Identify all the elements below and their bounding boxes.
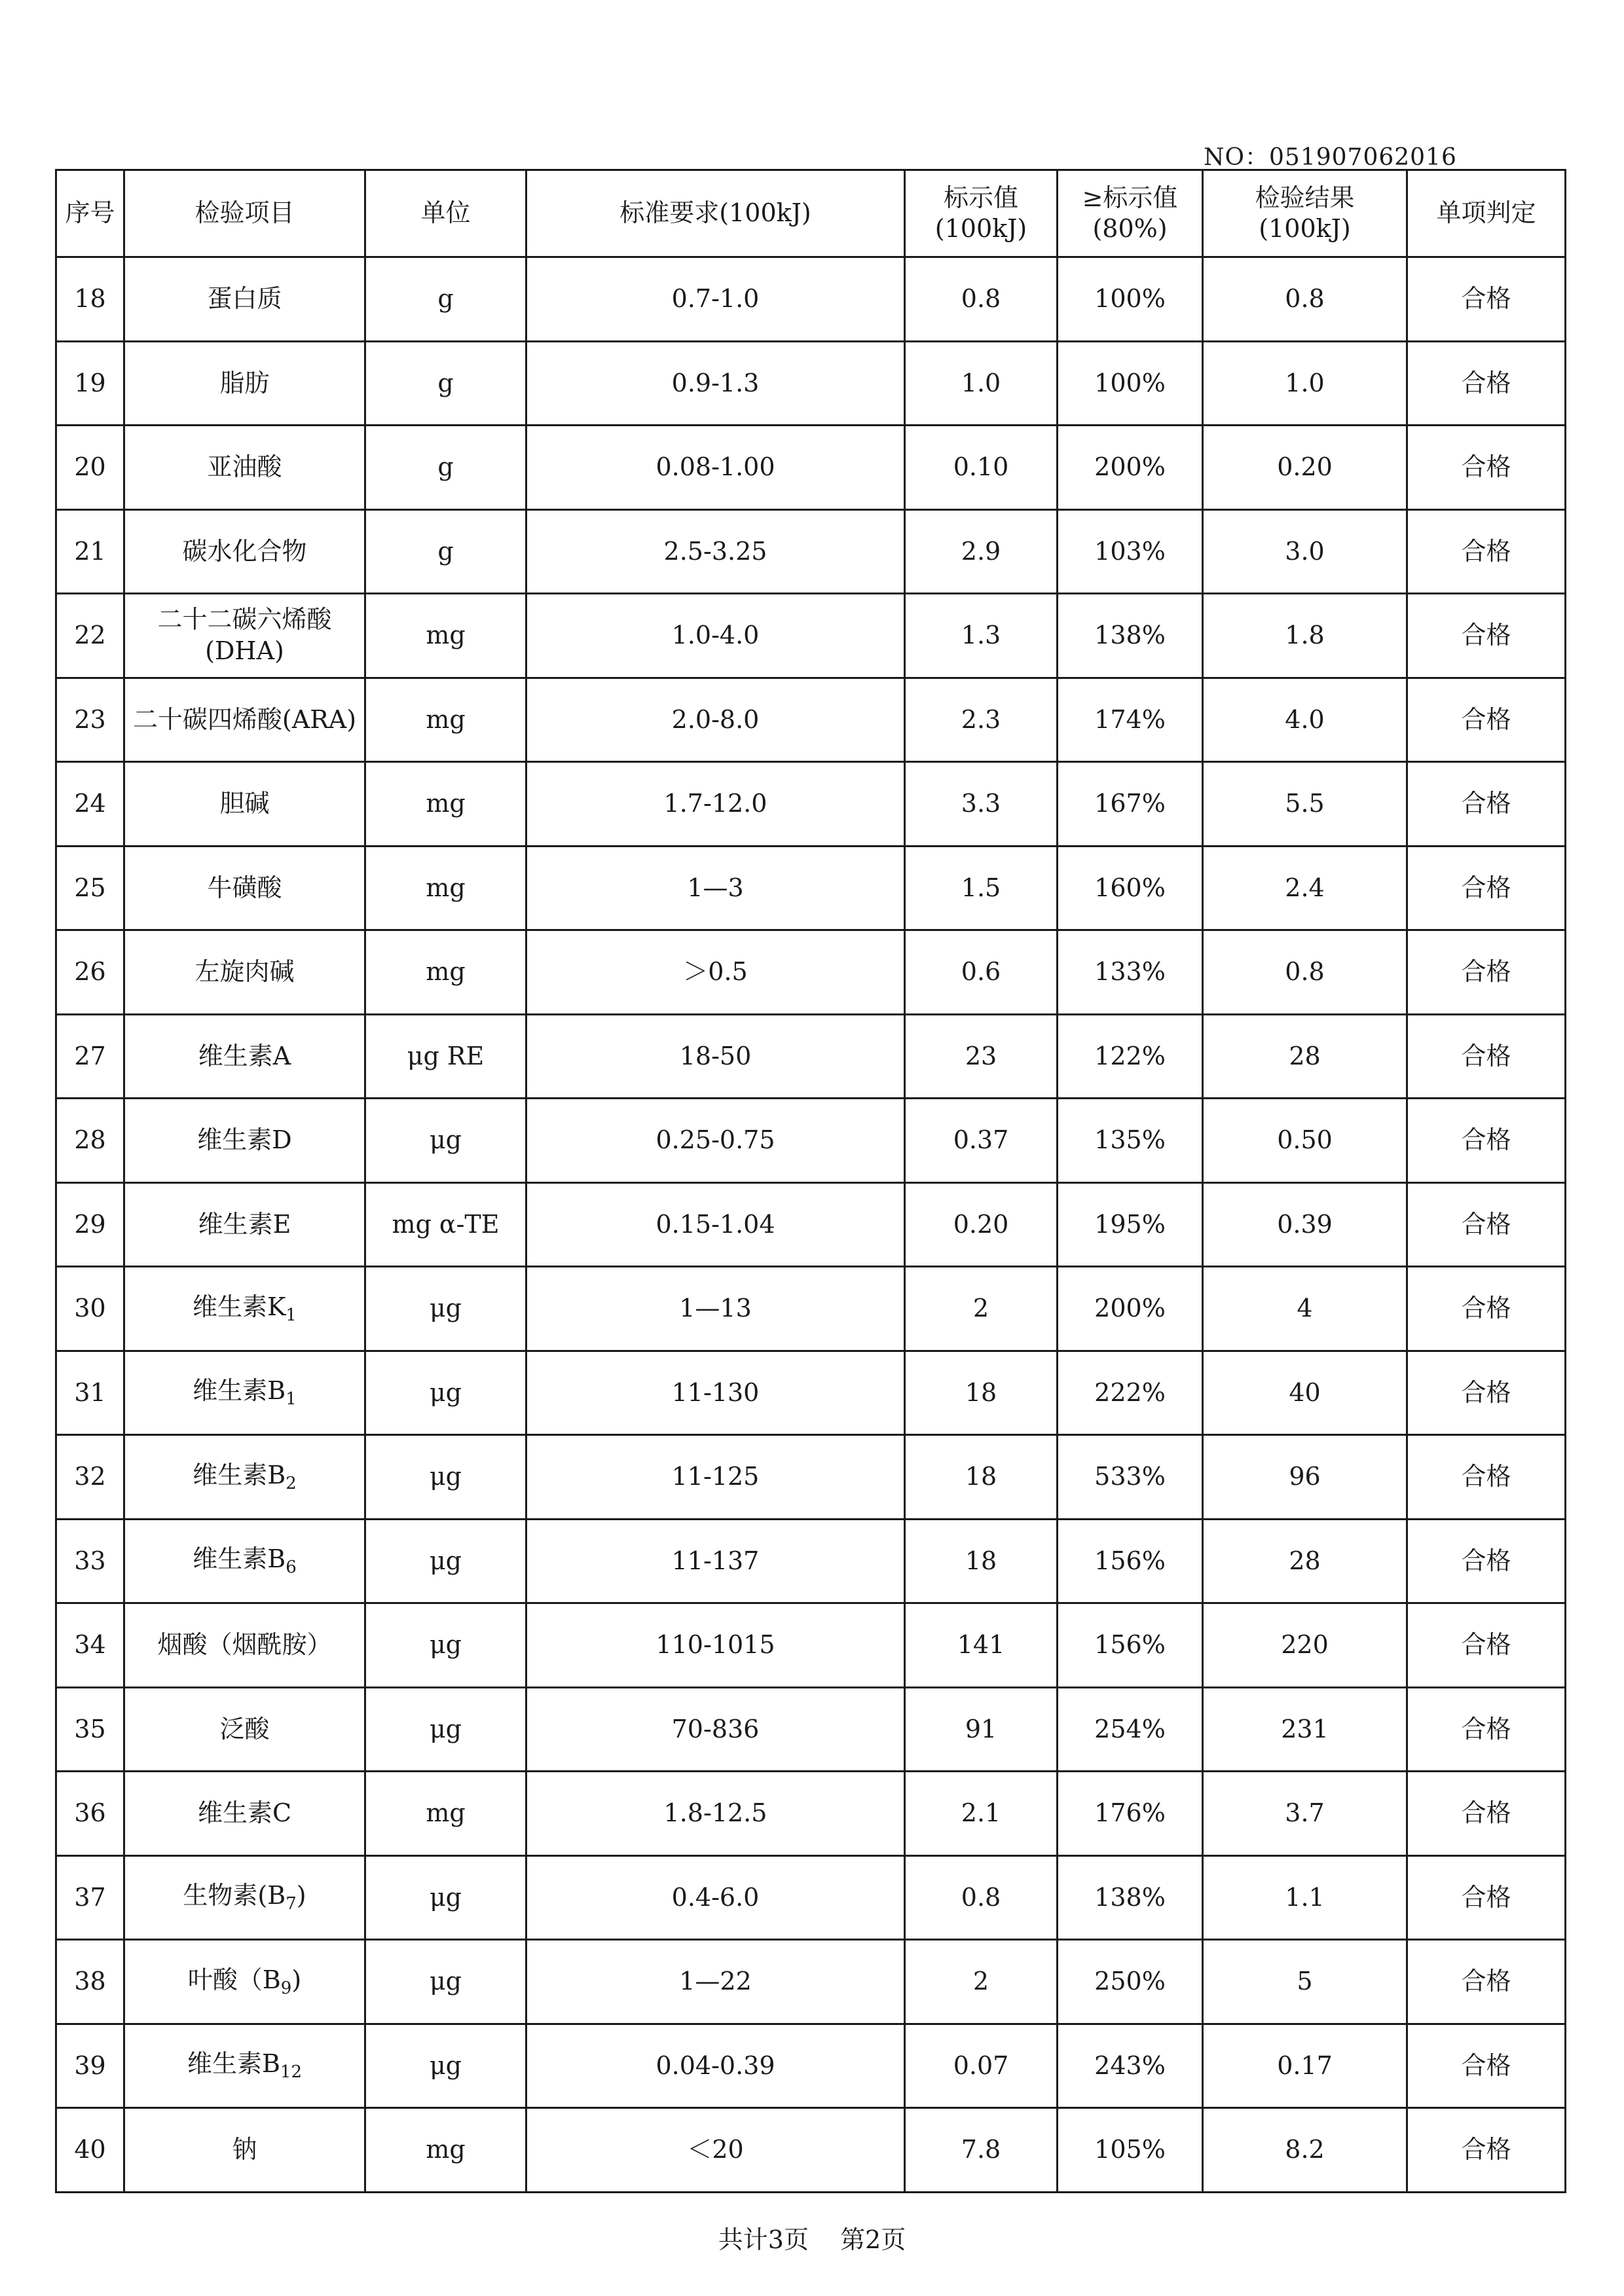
cell-seq: 22 bbox=[56, 594, 124, 678]
cell-item bbox=[124, 846, 365, 930]
cell-percent: 100% bbox=[1058, 257, 1203, 342]
cell-percent: 122% bbox=[1058, 1014, 1203, 1099]
cell-unit: mg bbox=[365, 2108, 526, 2193]
table-row bbox=[56, 930, 1566, 1015]
cell-percent: 156% bbox=[1058, 1519, 1203, 1603]
table-row bbox=[56, 846, 1566, 930]
cell-label-value: 91 bbox=[905, 1687, 1058, 1772]
header-percent bbox=[1058, 170, 1203, 257]
cell-item bbox=[124, 1603, 365, 1688]
cell-seq: 27 bbox=[56, 1014, 124, 1099]
cell-standard: 1.0-4.0 bbox=[526, 594, 905, 678]
item-name: 维生素D bbox=[197, 1125, 292, 1154]
cell-label-value: 0.37 bbox=[905, 1099, 1058, 1183]
page-total: 共计3页 bbox=[718, 2225, 809, 2254]
cell-standard: 11-130 bbox=[526, 1351, 905, 1435]
table-row bbox=[56, 257, 1566, 342]
item-name: 亚油酸 bbox=[207, 452, 282, 481]
header-percent-line1: ≥标示值 bbox=[1082, 183, 1178, 212]
cell-percent: 105% bbox=[1058, 2108, 1203, 2193]
cell-label-value: 1.0 bbox=[905, 341, 1058, 426]
cell-percent: 174% bbox=[1058, 678, 1203, 762]
cell-judgement: 合格 bbox=[1407, 1014, 1566, 1099]
cell-label-value: 0.8 bbox=[905, 257, 1058, 342]
cell-seq: 35 bbox=[56, 1687, 124, 1772]
cell-unit: mg bbox=[365, 678, 526, 762]
cell-item bbox=[124, 257, 365, 342]
cell-standard: 0.4-6.0 bbox=[526, 1855, 905, 1940]
cell-standard: 1.7-12.0 bbox=[526, 762, 905, 847]
cell-item bbox=[124, 1014, 365, 1099]
table-row bbox=[56, 1099, 1566, 1183]
cell-seq: 26 bbox=[56, 930, 124, 1015]
cell-result: 4.0 bbox=[1203, 678, 1407, 762]
header-unit: 单位 bbox=[365, 170, 526, 257]
cell-unit: μg bbox=[365, 1267, 526, 1351]
cell-seq: 23 bbox=[56, 678, 124, 762]
table-row bbox=[56, 509, 1566, 594]
cell-label-value: 2.3 bbox=[905, 678, 1058, 762]
cell-seq: 24 bbox=[56, 762, 124, 847]
cell-result: 0.39 bbox=[1203, 1182, 1407, 1267]
cell-unit: μg bbox=[365, 2024, 526, 2108]
cell-seq: 21 bbox=[56, 509, 124, 594]
header-result bbox=[1203, 170, 1407, 257]
item-name: 维生素K bbox=[193, 1292, 286, 1321]
cell-standard: 1.8-12.5 bbox=[526, 1772, 905, 1856]
table-row bbox=[56, 594, 1566, 678]
cell-percent: 138% bbox=[1058, 1855, 1203, 1940]
cell-percent: 160% bbox=[1058, 846, 1203, 930]
item-name: 二十碳四烯酸(ARA) bbox=[132, 704, 357, 734]
item-subscript: 2 bbox=[286, 1473, 297, 1493]
cell-judgement: 合格 bbox=[1407, 1687, 1566, 1772]
cell-item bbox=[124, 1519, 365, 1603]
cell-standard: 0.25-0.75 bbox=[526, 1099, 905, 1183]
cell-standard: 0.9-1.3 bbox=[526, 341, 905, 426]
cell-result: 5 bbox=[1203, 1940, 1407, 2024]
item-subscript: 7 bbox=[286, 1894, 297, 1914]
cell-judgement: 合格 bbox=[1407, 762, 1566, 847]
item-name: 维生素B bbox=[193, 1376, 286, 1405]
cell-seq: 36 bbox=[56, 1772, 124, 1856]
cell-percent: 254% bbox=[1058, 1687, 1203, 1772]
cell-label-value: 1.5 bbox=[905, 846, 1058, 930]
cell-item bbox=[124, 426, 365, 510]
cell-seq: 19 bbox=[56, 341, 124, 426]
cell-result: 2.4 bbox=[1203, 846, 1407, 930]
cell-label-value: 0.8 bbox=[905, 1855, 1058, 1940]
cell-standard: 2.0-8.0 bbox=[526, 678, 905, 762]
cell-judgement: 合格 bbox=[1407, 1182, 1566, 1267]
table-row bbox=[56, 1267, 1566, 1351]
cell-judgement: 合格 bbox=[1407, 1772, 1566, 1856]
cell-percent: 138% bbox=[1058, 594, 1203, 678]
table-row bbox=[56, 1519, 1566, 1603]
page-footer bbox=[0, 2219, 1624, 2255]
report-number: NO：051907062016 bbox=[1204, 144, 1457, 171]
cell-standard: 0.7-1.0 bbox=[526, 257, 905, 342]
cell-judgement: 合格 bbox=[1407, 257, 1566, 342]
header-label-line1: 标示值 bbox=[943, 183, 1018, 212]
table-row bbox=[56, 1855, 1566, 1940]
cell-result: 28 bbox=[1203, 1014, 1407, 1099]
table-row bbox=[56, 2024, 1566, 2108]
cell-item bbox=[124, 1351, 365, 1435]
table-row bbox=[56, 1014, 1566, 1099]
item-name: 钠 bbox=[232, 2135, 257, 2164]
header-result-line1: 检验结果 bbox=[1255, 183, 1355, 212]
item-name: 脂肪 bbox=[219, 368, 270, 397]
cell-judgement: 合格 bbox=[1407, 1267, 1566, 1351]
cell-label-value: 2 bbox=[905, 1940, 1058, 2024]
item-subscript: 6 bbox=[286, 1558, 297, 1577]
cell-unit: μg bbox=[365, 1519, 526, 1603]
cell-percent: 243% bbox=[1058, 2024, 1203, 2108]
cell-unit: μg bbox=[365, 1603, 526, 1688]
cell-percent: 533% bbox=[1058, 1435, 1203, 1520]
cell-judgement: 合格 bbox=[1407, 2024, 1566, 2108]
cell-standard: 11-137 bbox=[526, 1519, 905, 1603]
cell-percent: 133% bbox=[1058, 930, 1203, 1015]
cell-percent: 200% bbox=[1058, 1267, 1203, 1351]
item-name: 烟酸（烟酰胺） bbox=[157, 1630, 332, 1659]
cell-percent: 222% bbox=[1058, 1351, 1203, 1435]
cell-result: 1.1 bbox=[1203, 1855, 1407, 1940]
cell-result: 220 bbox=[1203, 1603, 1407, 1688]
cell-percent: 103% bbox=[1058, 509, 1203, 594]
table-row bbox=[56, 341, 1566, 426]
item-name: 泛酸 bbox=[219, 1714, 270, 1743]
cell-percent: 200% bbox=[1058, 426, 1203, 510]
cell-item bbox=[124, 1267, 365, 1351]
cell-label-value: 0.10 bbox=[905, 426, 1058, 510]
cell-result: 0.17 bbox=[1203, 2024, 1407, 2108]
cell-item bbox=[124, 1687, 365, 1772]
cell-judgement: 合格 bbox=[1407, 426, 1566, 510]
cell-judgement: 合格 bbox=[1407, 1855, 1566, 1940]
item-name: 叶酸（B bbox=[187, 1965, 281, 1994]
header-result-line2: (100kJ) bbox=[1259, 214, 1351, 243]
cell-result: 8.2 bbox=[1203, 2108, 1407, 2193]
cell-result: 3.0 bbox=[1203, 509, 1407, 594]
cell-unit: g bbox=[365, 509, 526, 594]
item-name: 牛磺酸 bbox=[207, 873, 282, 902]
cell-unit: mg bbox=[365, 846, 526, 930]
cell-unit: μg bbox=[365, 1687, 526, 1772]
cell-seq: 38 bbox=[56, 1940, 124, 2024]
cell-seq: 20 bbox=[56, 426, 124, 510]
table-row bbox=[56, 1772, 1566, 1856]
item-name: 维生素B bbox=[193, 1460, 286, 1489]
item-name-line2: (DHA) bbox=[205, 636, 284, 665]
cell-seq: 28 bbox=[56, 1099, 124, 1183]
table-body bbox=[56, 257, 1566, 2193]
cell-seq: 18 bbox=[56, 257, 124, 342]
table-row bbox=[56, 2108, 1566, 2193]
table-row bbox=[56, 426, 1566, 510]
cell-item bbox=[124, 678, 365, 762]
page-current: 第2页 bbox=[840, 2225, 906, 2254]
cell-item bbox=[124, 594, 365, 678]
cell-unit: mg α-TE bbox=[365, 1182, 526, 1267]
item-name: 二十二碳六烯酸 bbox=[157, 605, 332, 634]
item-subscript: 1 bbox=[286, 1305, 297, 1325]
cell-label-value: 2 bbox=[905, 1267, 1058, 1351]
cell-unit: mg bbox=[365, 1772, 526, 1856]
table-row bbox=[56, 1182, 1566, 1267]
cell-standard: 1—13 bbox=[526, 1267, 905, 1351]
header-item: 检验项目 bbox=[124, 170, 365, 257]
cell-percent: 167% bbox=[1058, 762, 1203, 847]
cell-seq: 25 bbox=[56, 846, 124, 930]
cell-item bbox=[124, 1435, 365, 1520]
item-name: 蛋白质 bbox=[207, 284, 282, 313]
table-row bbox=[56, 1940, 1566, 2024]
item-tail: ) bbox=[291, 1965, 302, 1994]
cell-judgement: 合格 bbox=[1407, 1940, 1566, 2024]
table-row bbox=[56, 1435, 1566, 1520]
cell-unit: μg bbox=[365, 1099, 526, 1183]
cell-standard: ＜20 bbox=[526, 2108, 905, 2193]
cell-label-value: 0.6 bbox=[905, 930, 1058, 1015]
cell-percent: 250% bbox=[1058, 1940, 1203, 2024]
cell-result: 3.7 bbox=[1203, 1772, 1407, 1856]
cell-unit: μg bbox=[365, 1855, 526, 1940]
cell-judgement: 合格 bbox=[1407, 1435, 1566, 1520]
cell-label-value: 18 bbox=[905, 1351, 1058, 1435]
table-row bbox=[56, 1603, 1566, 1688]
item-subscript: 9 bbox=[280, 1978, 292, 1998]
cell-judgement: 合格 bbox=[1407, 341, 1566, 426]
cell-result: 231 bbox=[1203, 1687, 1407, 1772]
cell-percent: 176% bbox=[1058, 1772, 1203, 1856]
cell-standard: 18-50 bbox=[526, 1014, 905, 1099]
cell-seq: 39 bbox=[56, 2024, 124, 2108]
item-subscript: 12 bbox=[280, 2062, 303, 2082]
cell-label-value: 0.20 bbox=[905, 1182, 1058, 1267]
cell-unit: μg bbox=[365, 1351, 526, 1435]
cell-judgement: 合格 bbox=[1407, 678, 1566, 762]
cell-label-value: 2.9 bbox=[905, 509, 1058, 594]
cell-judgement: 合格 bbox=[1407, 1519, 1566, 1603]
item-name: 碳水化合物 bbox=[182, 536, 307, 566]
header-seq: 序号 bbox=[56, 170, 124, 257]
cell-seq: 34 bbox=[56, 1603, 124, 1688]
table-header-row bbox=[56, 170, 1566, 257]
cell-unit: μg bbox=[365, 1435, 526, 1520]
cell-result: 0.8 bbox=[1203, 930, 1407, 1015]
cell-result: 1.8 bbox=[1203, 594, 1407, 678]
cell-judgement: 合格 bbox=[1407, 846, 1566, 930]
header-percent-line2: (80%) bbox=[1092, 214, 1168, 243]
item-name: 维生素B bbox=[193, 1544, 286, 1573]
cell-judgement: 合格 bbox=[1407, 1099, 1566, 1183]
cell-seq: 37 bbox=[56, 1855, 124, 1940]
header-label-value bbox=[905, 170, 1058, 257]
cell-item bbox=[124, 509, 365, 594]
header-standard: 标准要求(100kJ) bbox=[526, 170, 905, 257]
item-name: 维生素B bbox=[187, 2049, 280, 2078]
cell-item bbox=[124, 1855, 365, 1940]
item-name: 左旋肉碱 bbox=[194, 957, 295, 986]
cell-percent: 156% bbox=[1058, 1603, 1203, 1688]
cell-label-value: 2.1 bbox=[905, 1772, 1058, 1856]
cell-judgement: 合格 bbox=[1407, 509, 1566, 594]
cell-unit: mg bbox=[365, 762, 526, 847]
cell-judgement: 合格 bbox=[1407, 594, 1566, 678]
table-row bbox=[56, 1687, 1566, 1772]
cell-item bbox=[124, 341, 365, 426]
cell-standard: 0.15-1.04 bbox=[526, 1182, 905, 1267]
cell-unit: g bbox=[365, 257, 526, 342]
cell-label-value: 7.8 bbox=[905, 2108, 1058, 2193]
cell-unit: mg bbox=[365, 930, 526, 1015]
inspection-table bbox=[55, 169, 1566, 2193]
item-name: 维生素C bbox=[197, 1798, 292, 1827]
item-subscript: 1 bbox=[286, 1389, 297, 1409]
cell-standard: 1—3 bbox=[526, 846, 905, 930]
cell-item bbox=[124, 1099, 365, 1183]
cell-item bbox=[124, 762, 365, 847]
item-name: 胆碱 bbox=[219, 789, 270, 818]
cell-result: 28 bbox=[1203, 1519, 1407, 1603]
table-row bbox=[56, 762, 1566, 847]
cell-standard: 2.5-3.25 bbox=[526, 509, 905, 594]
cell-label-value: 23 bbox=[905, 1014, 1058, 1099]
cell-result: 0.20 bbox=[1203, 426, 1407, 510]
cell-seq: 29 bbox=[56, 1182, 124, 1267]
cell-item bbox=[124, 1182, 365, 1267]
item-name: 生物素(B bbox=[183, 1881, 286, 1910]
header-judgement: 单项判定 bbox=[1407, 170, 1566, 257]
cell-judgement: 合格 bbox=[1407, 1603, 1566, 1688]
table-row bbox=[56, 1351, 1566, 1435]
cell-label-value: 1.3 bbox=[905, 594, 1058, 678]
cell-result: 0.8 bbox=[1203, 257, 1407, 342]
cell-judgement: 合格 bbox=[1407, 2108, 1566, 2193]
cell-result: 0.50 bbox=[1203, 1099, 1407, 1183]
item-name: 维生素A bbox=[198, 1041, 291, 1070]
item-tail: ) bbox=[296, 1881, 306, 1910]
cell-standard: 11-125 bbox=[526, 1435, 905, 1520]
cell-percent: 135% bbox=[1058, 1099, 1203, 1183]
item-name: 维生素E bbox=[198, 1209, 291, 1239]
cell-item bbox=[124, 930, 365, 1015]
cell-result: 1.0 bbox=[1203, 341, 1407, 426]
cell-item bbox=[124, 1772, 365, 1856]
cell-percent: 100% bbox=[1058, 341, 1203, 426]
cell-label-value: 18 bbox=[905, 1435, 1058, 1520]
cell-seq: 31 bbox=[56, 1351, 124, 1435]
cell-label-value: 3.3 bbox=[905, 762, 1058, 847]
cell-result: 5.5 bbox=[1203, 762, 1407, 847]
cell-standard: 0.04-0.39 bbox=[526, 2024, 905, 2108]
cell-standard: ＞0.5 bbox=[526, 930, 905, 1015]
cell-seq: 32 bbox=[56, 1435, 124, 1520]
cell-label-value: 0.07 bbox=[905, 2024, 1058, 2108]
cell-unit: mg bbox=[365, 594, 526, 678]
cell-seq: 33 bbox=[56, 1519, 124, 1603]
cell-item bbox=[124, 2108, 365, 2193]
cell-result: 40 bbox=[1203, 1351, 1407, 1435]
header-label-line2: (100kJ) bbox=[934, 214, 1027, 243]
cell-standard: 0.08-1.00 bbox=[526, 426, 905, 510]
cell-unit: g bbox=[365, 341, 526, 426]
cell-seq: 40 bbox=[56, 2108, 124, 2193]
table-row bbox=[56, 678, 1566, 762]
cell-unit: g bbox=[365, 426, 526, 510]
cell-item bbox=[124, 1940, 365, 2024]
cell-result: 4 bbox=[1203, 1267, 1407, 1351]
cell-standard: 1—22 bbox=[526, 1940, 905, 2024]
cell-percent: 195% bbox=[1058, 1182, 1203, 1267]
cell-label-value: 141 bbox=[905, 1603, 1058, 1688]
cell-standard: 70-836 bbox=[526, 1687, 905, 1772]
cell-label-value: 18 bbox=[905, 1519, 1058, 1603]
cell-seq: 30 bbox=[56, 1267, 124, 1351]
cell-judgement: 合格 bbox=[1407, 1351, 1566, 1435]
cell-result: 96 bbox=[1203, 1435, 1407, 1520]
cell-item bbox=[124, 2024, 365, 2108]
cell-unit: μg bbox=[365, 1940, 526, 2024]
cell-judgement: 合格 bbox=[1407, 930, 1566, 1015]
cell-unit: μg RE bbox=[365, 1014, 526, 1099]
cell-standard: 110-1015 bbox=[526, 1603, 905, 1688]
